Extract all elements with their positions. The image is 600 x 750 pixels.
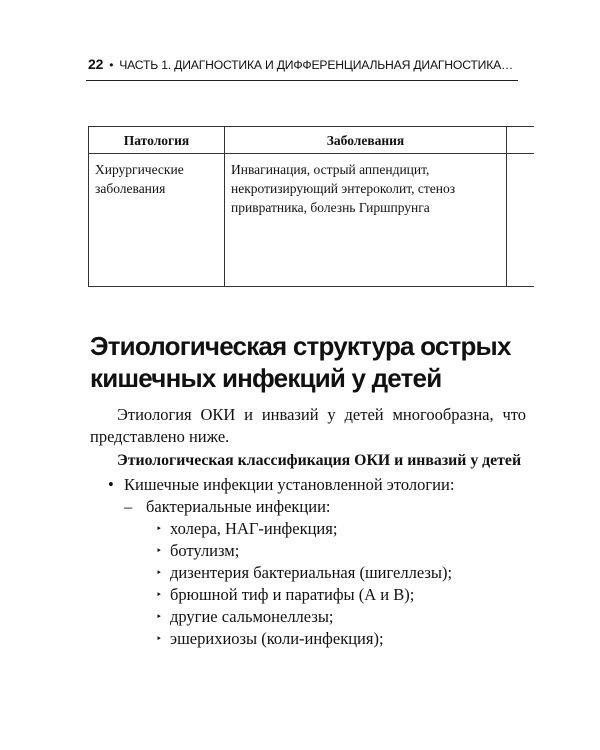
- table-header-empty: [507, 127, 535, 154]
- list-item: [146, 540, 526, 562]
- pathology-table: [88, 126, 534, 287]
- list-item-text: холера, НАГ-инфекция;: [170, 519, 338, 538]
- running-header: [88, 56, 520, 72]
- triangle-bullet-icon: ‣: [156, 590, 162, 601]
- subheading: Этиологическая классификация ОКИ и инвазий у детей: [117, 452, 522, 469]
- section-body: [90, 404, 526, 650]
- list-item-label: Кишечные инфекции установленной этологии:: [124, 475, 455, 494]
- table-row: [89, 154, 535, 287]
- section-title: Этиологическая структура острых кишечных инфекций у детей: [90, 331, 511, 393]
- list-item: [146, 562, 526, 584]
- table-header-row: [89, 127, 535, 154]
- sublist: [124, 496, 526, 650]
- list-item: [146, 628, 526, 650]
- triangle-bullet-icon: ‣: [156, 546, 162, 557]
- list-item-text: ботулизм;: [170, 541, 240, 560]
- list-item: [146, 606, 526, 628]
- list-item-text: другие сальмонеллезы;: [170, 607, 334, 626]
- intro-paragraph: Этиология ОКИ и инвазий у детей многообразна, что представлено ниже.: [90, 405, 526, 446]
- triangle-bullet-icon: ‣: [156, 634, 162, 645]
- page-number: 22: [88, 56, 104, 72]
- list-item-text: брюшной тиф и паратифы (А и В);: [170, 585, 415, 604]
- triangle-bullet-icon: ‣: [156, 612, 162, 623]
- bullet-marker: •: [108, 475, 114, 494]
- list-item-text: эшерихиозы (коли-инфекция);: [170, 629, 384, 648]
- list-item-level2: [110, 496, 526, 650]
- triangle-bullet-icon: ‣: [156, 524, 162, 535]
- list-item: [146, 518, 526, 540]
- classification-list: [90, 474, 526, 650]
- header-rule: [86, 80, 518, 81]
- list-item-label: бактериальные инфекции:: [146, 497, 331, 516]
- table-cell-diseases: Инвагинация, острый аппендицит, некротизирующий энтероколит, стеноз привратника, болезнь Гиршпрунга: [225, 154, 507, 287]
- table-header-pathology: Патология: [89, 127, 225, 154]
- list-item: [146, 584, 526, 606]
- list-item-text: дизентерия бактериальная (шигеллезы);: [170, 563, 453, 582]
- list-item-level1: [90, 474, 526, 650]
- table-cell-pathology: Хирургические заболевания: [89, 154, 225, 287]
- infection-list: [146, 518, 526, 650]
- table-cell-empty: [507, 154, 535, 287]
- running-title: ЧАСТЬ 1. ДИАГНОСТИКА И ДИФФЕРЕНЦИАЛЬНАЯ ДИАГНОСТИКА…: [119, 58, 514, 72]
- header-bullet: •: [109, 58, 114, 72]
- triangle-bullet-icon: ‣: [156, 568, 162, 579]
- table-header-diseases: Заболевания: [225, 127, 507, 154]
- dash-marker: –: [124, 497, 133, 516]
